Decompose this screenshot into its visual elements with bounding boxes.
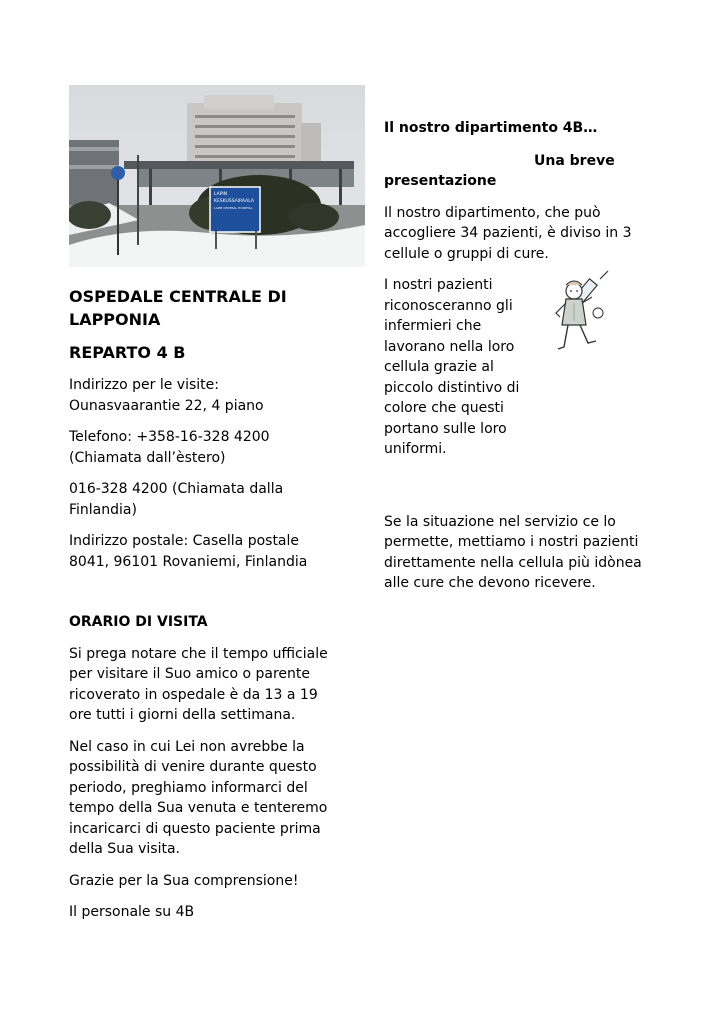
placement-line: permette, mettiamo i nostri pazienti	[384, 534, 639, 550]
hospital-title-line: OSPEDALE CENTRALE DI	[69, 287, 287, 306]
postal-address	[69, 531, 369, 572]
hospital-photo	[69, 85, 365, 267]
nurse-with-syringe-icon	[552, 269, 614, 359]
visiting-hours-line: per visitare il Suo amico o parente	[69, 666, 310, 682]
hospital-title	[69, 285, 369, 331]
visiting-hours-line: Si prega notare che il tempo ufficiale	[69, 645, 328, 662]
phone-abroad	[69, 427, 369, 468]
visit-address	[69, 375, 369, 416]
presentation-heading	[384, 151, 659, 192]
nurses-line: colore che questi	[384, 400, 504, 416]
department-heading: Il nostro dipartimento 4B…	[384, 120, 598, 136]
nurses-line: riconosceranno gli	[384, 297, 513, 314]
phone-abroad-line: Telefono: +358-16-328 4200	[69, 429, 270, 445]
absence-line: possibilità di venire durante questo	[69, 759, 317, 775]
placement-line: Se la situazione nel servizio ce lo	[384, 513, 616, 530]
absence-line: tempo della Sua venuta e tenteremo	[69, 800, 328, 816]
nurses-line: piccolo distintivo di	[384, 379, 520, 396]
nurses-line: I nostri pazienti	[384, 277, 493, 293]
nurses-text	[384, 275, 659, 460]
sign-line-1: LAPIN	[214, 192, 228, 197]
postal-address-line: 8041, 96101 Rovaniemi, Finlandia	[69, 553, 308, 570]
placement-text	[384, 512, 659, 594]
phone-abroad-line: (Chiamata dall’èstero)	[69, 449, 226, 466]
nurses-line: cellula grazie al	[384, 359, 494, 375]
phone-finland	[69, 479, 369, 520]
ward-title: REPARTO 4 B	[69, 343, 186, 362]
sign-line-2: KESKUSSAIRAALA	[214, 199, 254, 204]
nurses-line: infermieri che	[384, 318, 482, 334]
hospital-title-line: LAPPONIA	[69, 310, 161, 329]
presentation-heading-line: presentazione	[384, 173, 497, 189]
intro-line: Il nostro dipartimento, che può	[384, 204, 601, 221]
department-intro	[384, 203, 659, 265]
visiting-hours-line: ricoverato in ospedale è da 13 a 19	[69, 686, 318, 703]
visiting-hours-heading: ORARIO DI VISITA	[69, 614, 208, 630]
presentation-heading-line: Una breve	[534, 152, 615, 169]
phone-finland-line: Finlandia)	[69, 501, 137, 518]
phone-finland-line: 016-328 4200 (Chiamata dalla	[69, 481, 284, 497]
thanks-text: Grazie per la Sua comprensione!	[69, 872, 299, 889]
right-column	[384, 118, 659, 594]
left-column	[69, 85, 369, 923]
nurses-line: lavorano nella loro	[384, 338, 515, 355]
intro-line: cellule o gruppi di cure.	[384, 245, 549, 262]
absence-text	[69, 737, 369, 860]
absence-line: incaricarci di questo paciente prima	[69, 820, 321, 837]
visiting-hours-text	[69, 644, 369, 726]
nurses-line: portano sulle loro	[384, 420, 507, 437]
visit-address-line: Indirizzo per le visite:	[69, 377, 219, 393]
absence-line: Nel caso in cui Lei non avrebbe la	[69, 738, 305, 755]
signature-text: Il personale su 4B	[69, 904, 195, 920]
nurses-block	[384, 275, 659, 460]
absence-line: della Sua visita.	[69, 841, 180, 857]
visit-address-line: Ounasvaarantie 22, 4 piano	[69, 397, 264, 414]
hospital-photo-graphic	[69, 85, 365, 267]
nurses-line: uniformi.	[384, 441, 447, 457]
visiting-hours-line: ore tutti i giorni della settimana.	[69, 707, 296, 723]
postal-address-line: Indirizzo postale: Casella postale	[69, 533, 300, 549]
placement-line: alle cure che devono ricevere.	[384, 575, 596, 591]
sign-line-3: LAPPI CENTRAL HOSPITAL	[214, 206, 253, 210]
absence-line: periodo, preghiamo informarci del	[69, 779, 308, 796]
placement-line: direttamente nella cellula più idònea	[384, 554, 642, 571]
intro-line: accogliere 34 pazienti, è diviso in 3	[384, 225, 632, 241]
